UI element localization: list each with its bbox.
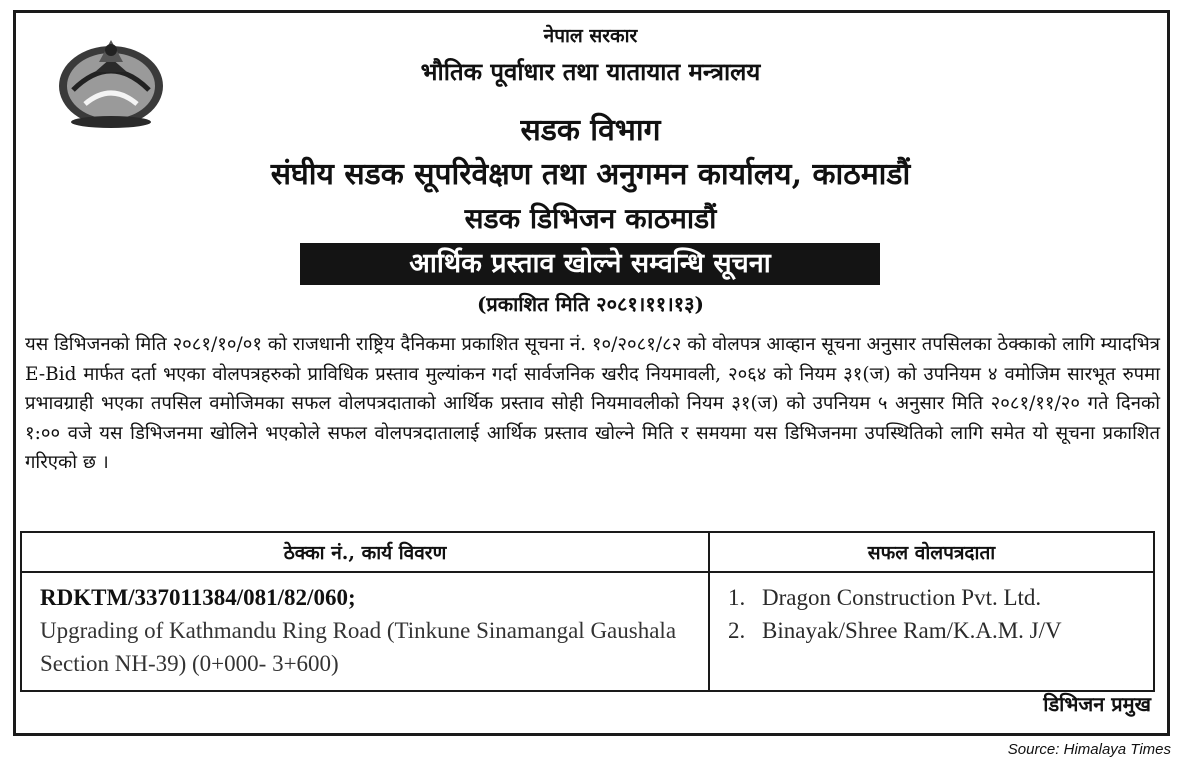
source-credit: Source: Himalaya Times — [1007, 741, 1171, 758]
bidders-cell — [709, 572, 1154, 691]
contract-number: RDKTM/337011384/081/82/060; — [40, 585, 356, 610]
ministry-name: भौतिक पूर्वाधार तथा यातायात मन्त्रालय — [420, 57, 761, 86]
table-header-row — [21, 532, 1154, 572]
published-date: (प्रकाशित मिति २०८१।११।१३) — [476, 292, 705, 316]
bidder-number: 1. — [728, 585, 746, 610]
department-name: सडक विभाग — [520, 113, 661, 148]
list-item — [728, 614, 1139, 647]
list-item — [728, 581, 1139, 614]
column-header-bidder: सफल वोलपत्रदाता — [709, 532, 1154, 572]
contract-cell — [21, 572, 709, 691]
bidder-number: 2. — [728, 618, 746, 643]
notice-title: आर्थिक प्रस्ताव खोल्ने सम्वन्धि सूचना — [300, 243, 880, 285]
bidder-name: Binayak/Shree Ram/K.A.M. J/V — [762, 618, 1062, 643]
bidder-name: Dragon Construction Pvt. Ltd. — [762, 585, 1042, 610]
table-row — [21, 572, 1154, 691]
contract-description: Upgrading of Kathmandu Ring Road (Tinkune Sinamangal Gaushala Section NH-39) (0+000- 3+600) — [40, 618, 677, 676]
column-header-contract: ठेक्का नं., कार्य विवरण — [21, 532, 709, 572]
signature-title: डिभिजन प्रमुख — [1043, 692, 1151, 716]
notice-body: यस डिभिजनको मिति २०८१/१०/०१ को राजधानी राष्ट्रिय दैनिकमा प्रकाशित सूचना नं. १०/२०८१/८२ को वोलपत्र आव्हान सूचना अनुसार तपसिलका ठेक्काको लागि म्यादभित्र E-Bid मार्फत दर्ता भएका वोलपत्रहरुको प्राविधिक प्रस्ताव मुल्यांकन गर्दा सार्वजनिक खरीद नियमावली, २०६४ को नियम ३१(ज) को उपनियम ४ वमोजिम सारभूत रुपमा प्रभावग्राही भएका तपसिल वमोजिमका सफल वोलपत्रदाताको आर्थिक प्रस्ताव सोही नियमावलीको नियम ३१(ज) को उपनियम ५ अनुसार मिति २०८१/११/२० गते दिनको १:०० वजे यस डिभिजनमा खोलिने भएकोले सफल वोलपत्रदातालाई आर्थिक प्रस्ताव खोल्ने मिति र समयमा यस डिभिजनमा उपस्थितिको लागि समेत यो सूचना प्रकाशित गरिएको छ । — [25, 334, 1160, 473]
office-name: संघीय सडक सूपरिवेक्षण तथा अनुगमन कार्यालय, काठमाडौं — [270, 157, 911, 192]
division-name: सडक डिभिजन काठमाडौं — [464, 202, 717, 235]
government-name: नेपाल सरकार — [543, 25, 638, 47]
bidder-list — [728, 581, 1139, 647]
contract-table — [20, 531, 1155, 692]
